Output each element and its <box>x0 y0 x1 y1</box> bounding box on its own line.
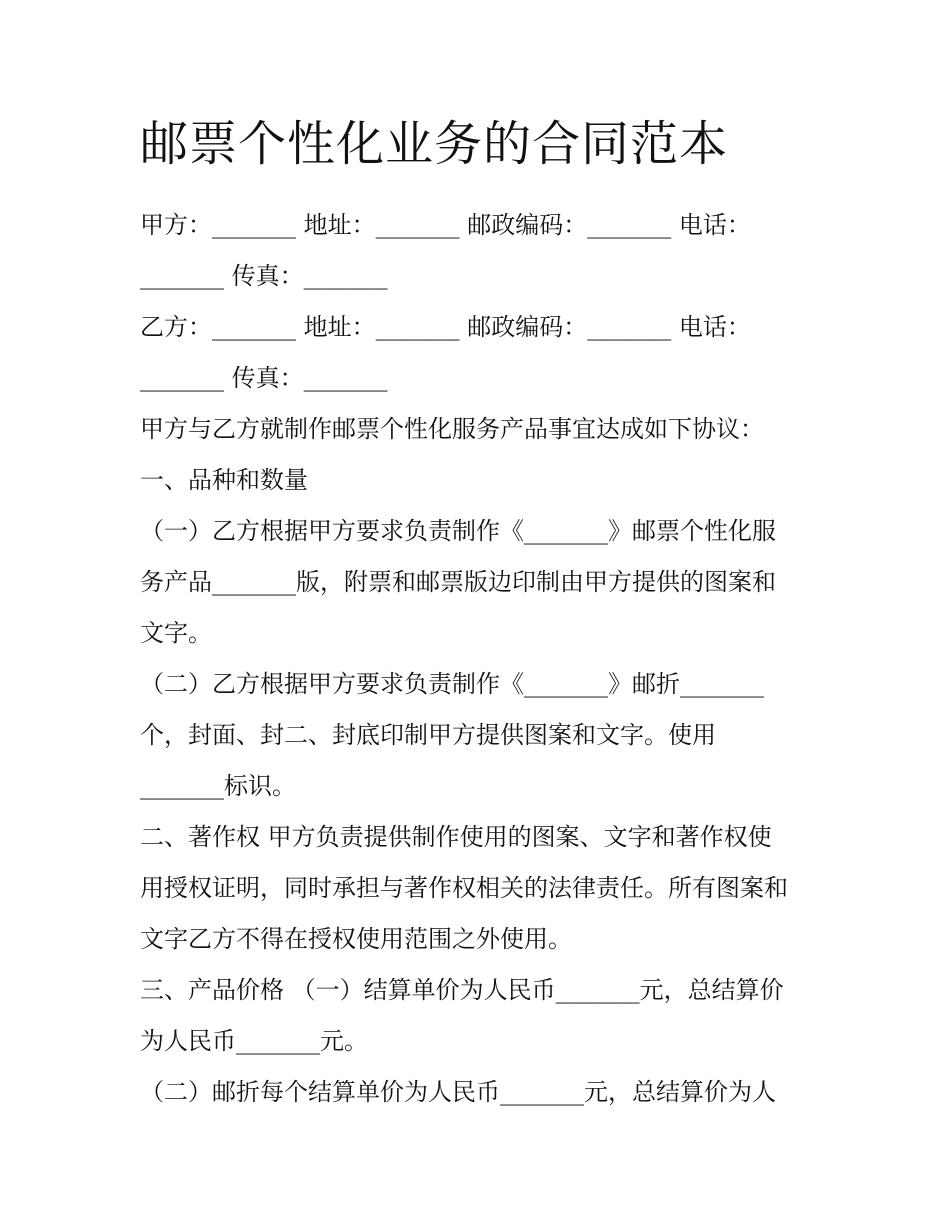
section-copyright-line-2: 用授权证明，同时承担与著作权相关的法律责任。所有图案和 <box>140 874 788 902</box>
section-heading-variety-quantity: 一、品种和数量 <box>140 466 308 494</box>
section-price-line-1: 三、产品价格 （一）结算单价为人民币_______元，总结算价 <box>140 976 784 1004</box>
section-price-line-2: 为人民币_______元。 <box>140 1027 368 1055</box>
party-b-info-line-2: _______ 传真：_______ <box>140 364 388 392</box>
party-a-info-line-1: 甲方：_______ 地址：_______ 邮政编码：_______ 电话： <box>140 211 751 239</box>
section-copyright-line-1: 二、著作权 甲方负责提供制作使用的图案、文字和著作权使 <box>140 823 772 851</box>
clause-1-1-line-1: （一）乙方根据甲方要求负责制作《_______》邮票个性化服 <box>140 517 776 545</box>
clause-1-1-line-2: 务产品_______版，附票和邮票版边印制由甲方提供的图案和 <box>140 568 776 596</box>
section-copyright-line-3: 文字乙方不得在授权使用范围之外使用。 <box>140 925 572 953</box>
clause-1-1-line-3: 文字。 <box>140 619 212 647</box>
clause-1-2-line-1: （二）乙方根据甲方要求负责制作《_______》邮折_______ <box>140 670 764 698</box>
party-b-info-line-1: 乙方：_______ 地址：_______ 邮政编码：_______ 电话： <box>140 313 751 341</box>
document-body <box>140 200 820 1118</box>
clause-1-2-line-2: 个，封面、封二、封底印制甲方提供图案和文字。使用 <box>140 721 716 749</box>
clause-1-2-line-3: _______标识。 <box>140 772 296 800</box>
clause-3-2-line-1: （二）邮折每个结算单价为人民币_______元，总结算价为人 <box>140 1078 776 1106</box>
agreement-intro: 甲方与乙方就制作邮票个性化服务产品事宜达成如下协议： <box>140 415 764 443</box>
document-title: 邮票个性化业务的合同范本 <box>140 116 729 172</box>
party-a-info-line-2: _______ 传真：_______ <box>140 262 388 290</box>
